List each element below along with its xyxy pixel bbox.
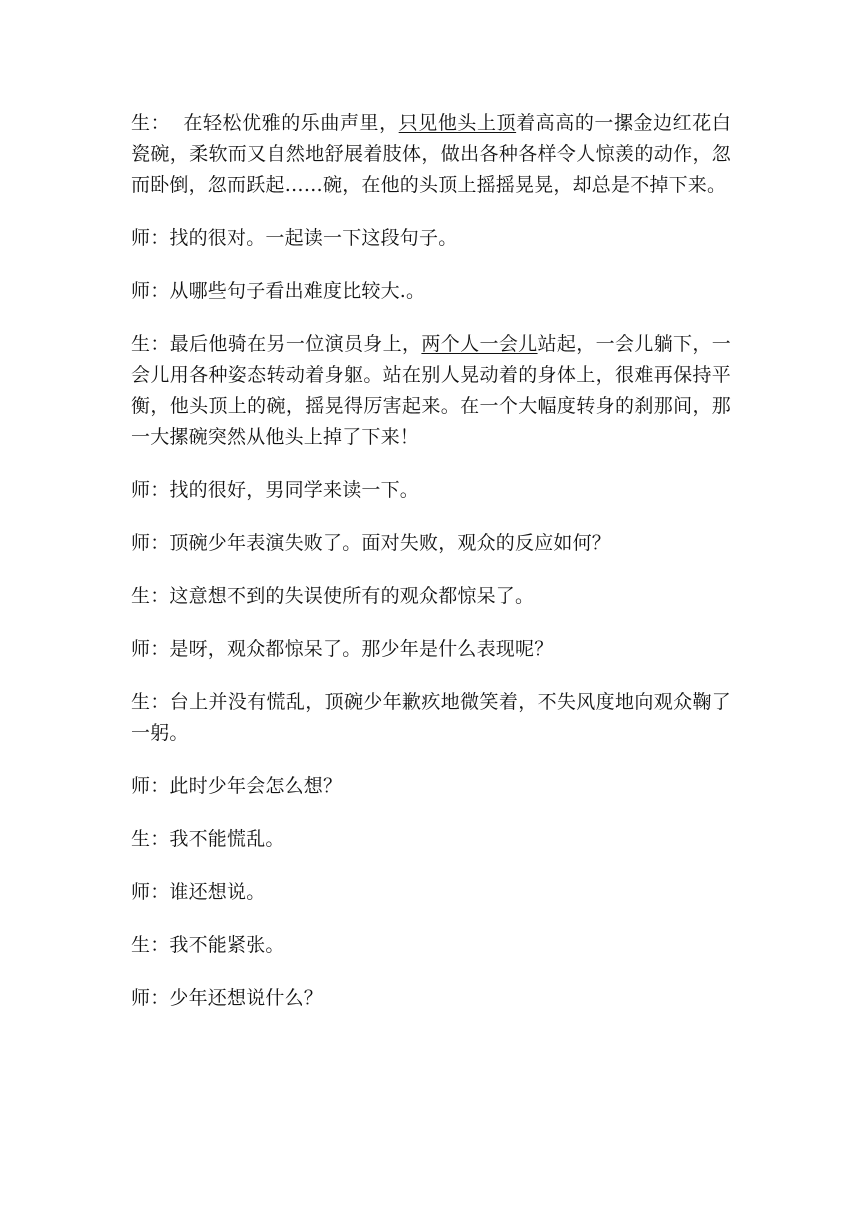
dialogue-line	[131, 108, 731, 201]
dialogue-line	[131, 223, 731, 254]
dialogue-line	[131, 930, 731, 961]
document-page	[131, 108, 731, 1036]
dialogue-text: 台上并没有慌乱，顶碗少年歉疚地微笑着，不失风度地向观众鞠了一躬。	[131, 691, 731, 744]
speaker-label: 师：	[131, 987, 170, 1009]
speaker-label: 师：	[131, 775, 170, 797]
dialogue-line	[131, 824, 731, 855]
speaker-label: 师：	[131, 532, 170, 554]
dialogue-line	[131, 634, 731, 665]
speaker-label: 师：	[131, 881, 170, 903]
dialogue-transcript	[131, 108, 731, 1014]
speaker-label: 师：	[131, 479, 170, 501]
dialogue-line	[131, 877, 731, 908]
dialogue-text: 着高高的一摞金边红花白瓷碗，柔软而又自然地舒展着肢体，做出各种各样令人惊羡的动作，忽而卧倒，忽而跃起……碗，在他的头顶上摇摇晃晃，却总是不掉下来。	[131, 112, 732, 196]
speaker-label: 生：	[131, 691, 170, 713]
speaker-label: 生：	[131, 828, 170, 850]
dialogue-line	[131, 276, 731, 307]
dialogue-line	[131, 771, 731, 802]
underlined-phrase: 两个人一会儿	[421, 333, 538, 355]
dialogue-text: 最后他骑在另一位演员身上，	[169, 333, 422, 355]
dialogue-text: 顶碗少年表演失败了。面对失败，观众的反应如何？	[169, 532, 612, 554]
dialogue-text: 在轻松优雅的乐曲声里，	[170, 112, 399, 134]
speaker-label: 生：	[131, 112, 171, 134]
dialogue-line	[131, 687, 731, 749]
dialogue-text: 找的很好，男同学来读一下。	[169, 479, 420, 501]
dialogue-text: 少年还想说什么？	[169, 987, 324, 1009]
speaker-label: 生：	[131, 585, 170, 607]
speaker-label: 生：	[131, 333, 170, 355]
speaker-label: 生：	[131, 934, 170, 956]
dialogue-text: 谁还想说。	[169, 881, 266, 903]
dialogue-line	[131, 528, 731, 559]
speaker-label: 师：	[131, 638, 170, 660]
dialogue-line	[131, 475, 731, 506]
dialogue-text: 是呀，观众都惊呆了。那少年是什么表现呢？	[169, 638, 554, 660]
dialogue-text: 我不能慌乱。	[169, 828, 285, 850]
underlined-phrase: 只见他头上顶	[398, 112, 517, 134]
dialogue-line	[131, 329, 731, 453]
speaker-label: 师：	[131, 227, 170, 249]
dialogue-line	[131, 581, 731, 612]
dialogue-text: 这意想不到的失误使所有的观众都惊呆了。	[169, 585, 535, 607]
dialogue-text: 找的很对。一起读一下这段句子。	[169, 227, 458, 249]
dialogue-text: 站起，一会儿躺下，一会儿用各种姿态转动着身躯。站在别人晃动着的身体上，很难再保持平衡，他头顶上的碗，摇晃得厉害起来。在一个大幅度转身的刹那间，那一大摞碗突然从他头上掉了下来！	[131, 333, 731, 448]
speaker-label: 师：	[131, 280, 170, 302]
dialogue-text: 从哪些句子看出难度比较大.。	[169, 280, 426, 302]
dialogue-text: 此时少年会怎么想？	[169, 775, 343, 797]
dialogue-line	[131, 983, 731, 1014]
dialogue-text: 我不能紧张。	[169, 934, 285, 956]
